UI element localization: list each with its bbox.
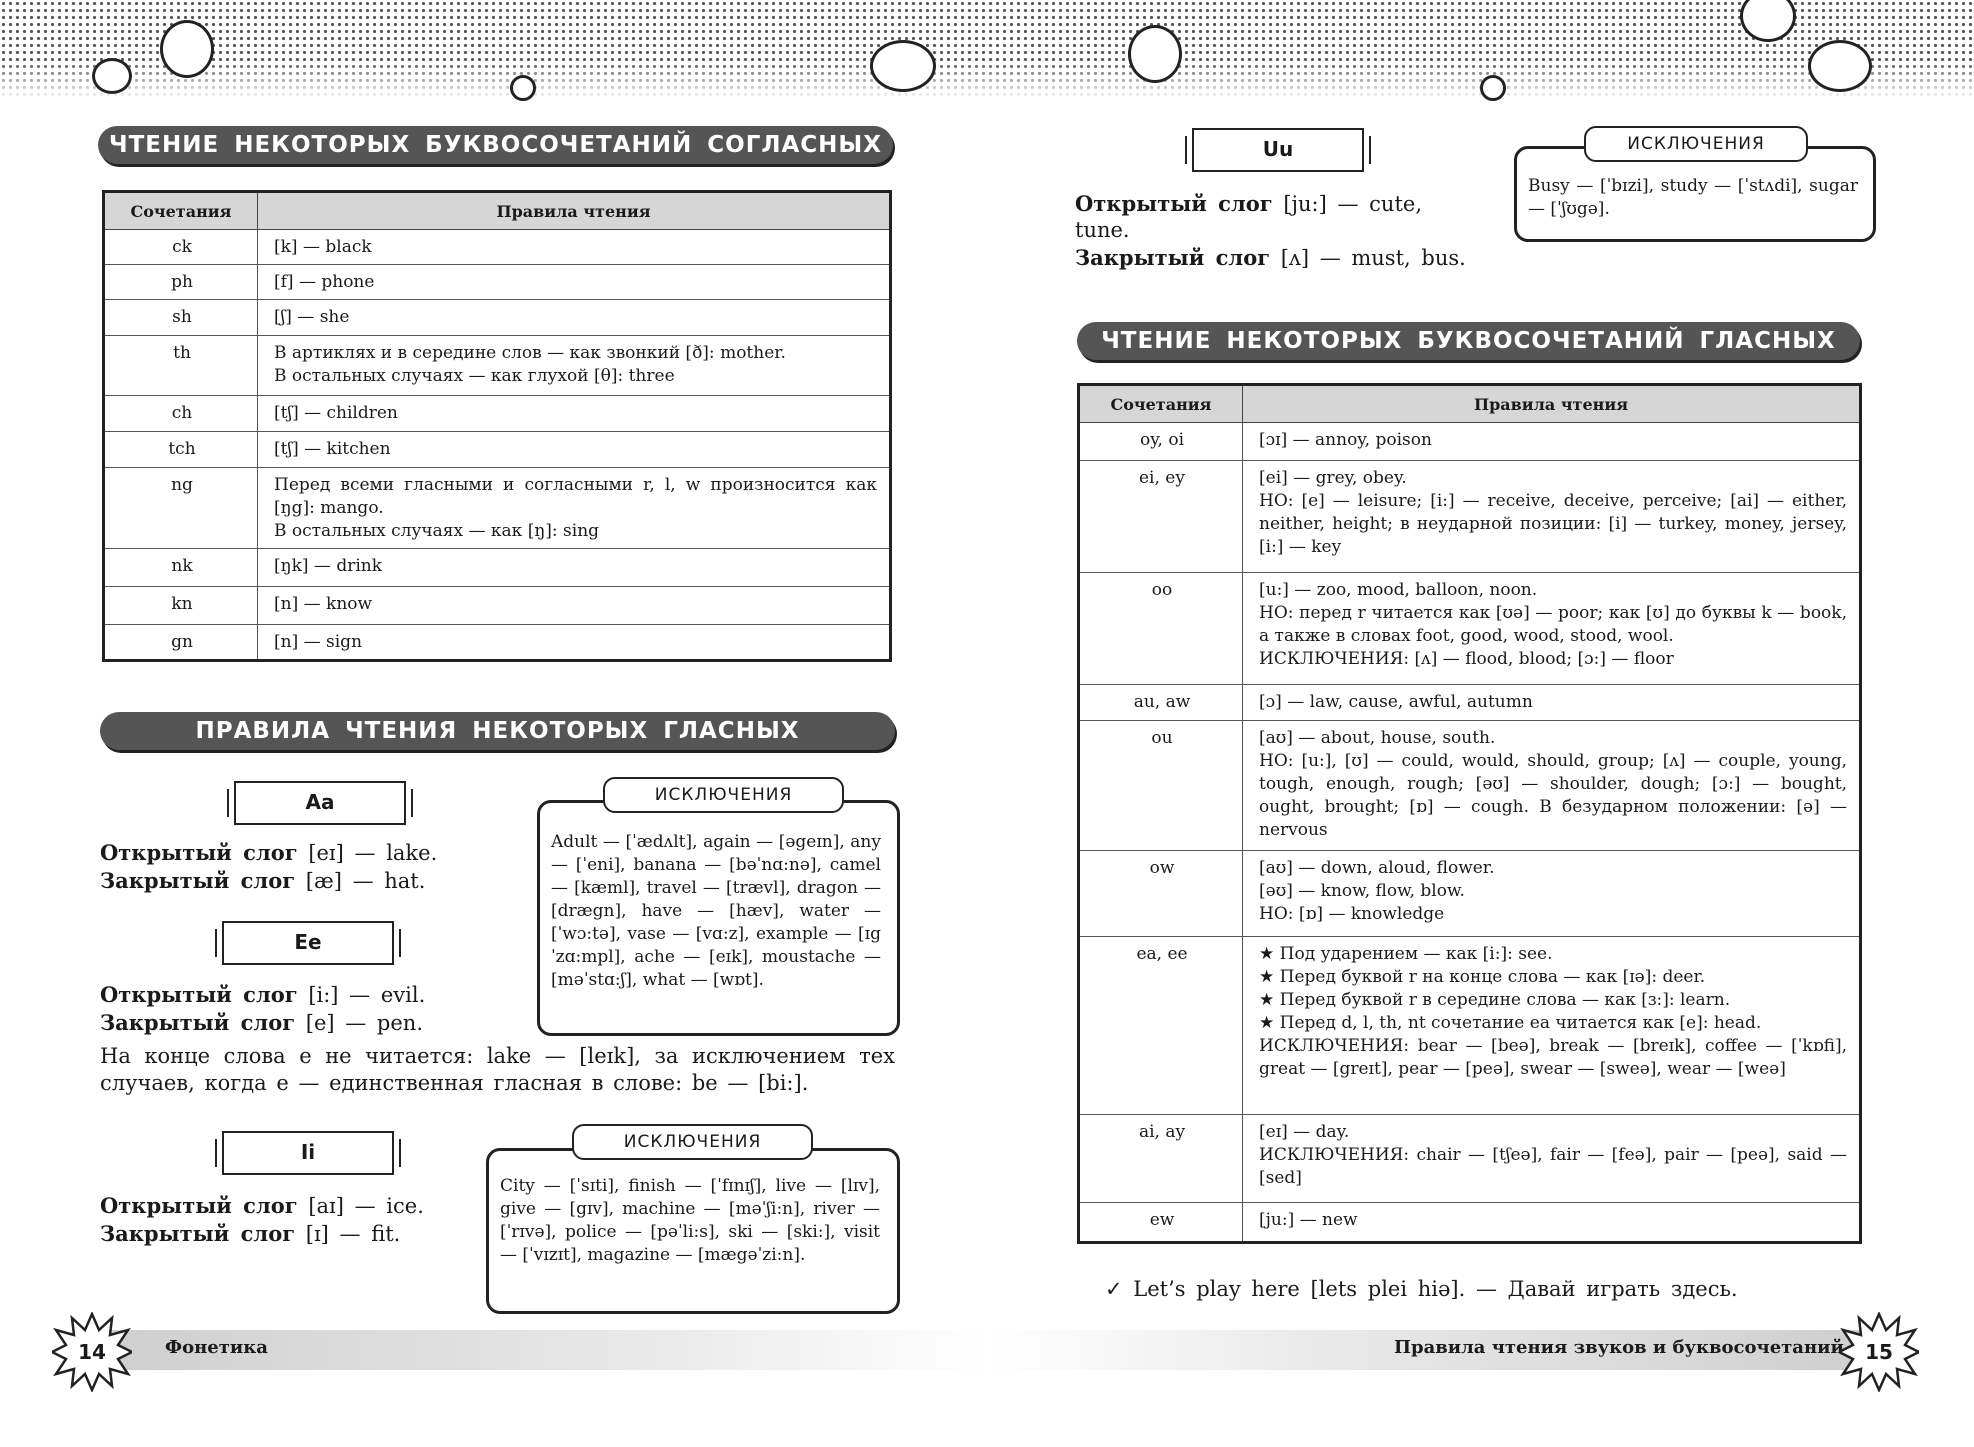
rule-cell: [tʃ] — children — [258, 396, 891, 432]
rule-cell: [eɪ] — day. ИСКЛЮЧЕНИЯ: chair — [tʃeə], fair — [feə], pair — [peə], said — [sed] — [1243, 1115, 1861, 1203]
page-number-left — [52, 1312, 132, 1392]
rule-open-syllable-i: Открытый слог [aɪ] — ice. — [100, 1193, 424, 1218]
combination-cell: ew — [1079, 1203, 1243, 1243]
table-row — [104, 265, 891, 300]
combination-cell: ai, ay — [1079, 1115, 1243, 1203]
rule-open-syllable-u-cont: tune. — [1075, 218, 1130, 242]
combination-cell: th — [104, 336, 258, 396]
table-header-rules: Правила чтения — [258, 192, 891, 230]
rule-closed-syllable-u: Закрытый слог [ʌ] — must, bus. — [1075, 245, 1466, 270]
exceptions-label: ИСКЛЮЧЕНИЯ — [572, 1124, 813, 1160]
section-banner-vowel-combinations: ЧТЕНИЕ НЕКОТОРЫХ БУКВОСОЧЕТАНИЙ ГЛАСНЫХ — [1077, 322, 1860, 360]
table-row — [1079, 685, 1861, 721]
page-number-text: 14 — [78, 1340, 106, 1364]
rule-cell: [ei] — grey, obey. НО: [e] — leisure; [i:] — receive, deceive, perceive; [ai] — either, neither, height; в неударной позиции: [i] — turkey, money, jersey, [i:] — key — [1243, 461, 1861, 573]
vowel-combinations-table — [1077, 383, 1862, 1244]
combination-cell: nk — [104, 549, 258, 587]
footer-section-title-right: Правила чтения звуков и буквосочетаний — [1394, 1337, 1844, 1358]
table-row — [1079, 423, 1861, 461]
rule-cell: [ʃ] — she — [258, 300, 891, 336]
table-row — [1079, 721, 1861, 851]
combination-cell: sh — [104, 300, 258, 336]
letter-tag-aa: Aa — [234, 781, 406, 825]
rule-closed-syllable-e: Закрытый слог [e] — pen. — [100, 1010, 424, 1035]
page-number-text: 15 — [1865, 1340, 1893, 1364]
table-row — [104, 432, 891, 468]
table-row — [104, 468, 891, 549]
combination-cell: ei, ey — [1079, 461, 1243, 573]
combination-cell: oo — [1079, 573, 1243, 685]
exceptions-text-i: City — [ˈsɪti], finish — [ˈfɪnɪʃ], live — [lɪv], give — [gɪv], machine — [məˈʃi:n], river — [ˈrɪvə], police — [pəˈli:s], ski — [ski:], visit — [ˈvɪzɪt], magazine — [mægəˈzi:n]. — [500, 1176, 880, 1265]
combination-cell: ph — [104, 265, 258, 300]
table-row — [1079, 851, 1861, 937]
exceptions-label: ИСКЛЮЧЕНИЯ — [603, 777, 844, 813]
rule-cell: [u:] — zoo, mood, balloon, noon. НО: перед r читается как [ʊə] — poor; как [ʊ] до буквы k — book, а также в словах foot, good, wood, stood, wool. ИСКЛЮЧЕНИЯ: [ʌ] — flood, blood; [ɔ:] — floor — [1243, 573, 1861, 685]
combination-cell: gn — [104, 625, 258, 661]
table-row — [104, 625, 891, 661]
exceptions-label: ИСКЛЮЧЕНИЯ — [1584, 126, 1808, 162]
table-row — [104, 230, 891, 265]
rule-open-syllable-e: Открытый слог [i:] — evil. — [100, 982, 426, 1007]
table-row — [104, 587, 891, 625]
table-header-combinations: Сочетания — [1079, 385, 1243, 423]
rule-closed-syllable-a: Закрытый слог [æ] — hat. — [100, 868, 426, 893]
rule-cell: Перед всеми гласными и согласными r, l, w произносится как [ŋg]: mango. В остальных случаях — как [ŋ]: sing — [258, 468, 891, 549]
rule-cell: [aʊ] — about, house, south. НО: [u:], [ʊ] — could, would, should, group; [ʌ] — couple, young, tough, enough, rough; [əʊ] — shoulder, dough; [ɔ:] — bought, ought, brought; [ɒ] — cough. В безударном положении: [ə] — nervous — [1243, 721, 1861, 851]
exceptions-text-u: Busy — [ˈbɪzi], study — [ˈstʌdi], sugar — [ˈʃʊgə]. — [1528, 176, 1858, 219]
table-row — [104, 396, 891, 432]
rule-closed-syllable-i: Закрытый слог [ɪ] — fit. — [100, 1221, 401, 1246]
table-row — [1079, 1203, 1861, 1243]
combination-cell: oy, oi — [1079, 423, 1243, 461]
table-row — [104, 549, 891, 587]
rule-cell: [tʃ] — kitchen — [258, 432, 891, 468]
rule-cell: ★ Под ударением — как [i:]: see. ★ Перед буквой r на конце слова — как [ɪə]: deer. ★ Перед буквой r в середине слова — как [ɜ:]: learn. ★ Перед d, l, th, nt сочетание ea читается как [e]: head. ИСКЛЮЧЕНИЯ: bear — [beə], break — [breɪk], coffee — [ˈkɒfi], great — [greɪt], pear — [peə], swear — [sweə], wear — [weə] — [1243, 937, 1861, 1115]
rule-cell: [ŋk] — drink — [258, 549, 891, 587]
section-banner-consonants: ЧТЕНИЕ НЕКОТОРЫХ БУКВОСОЧЕТАНИЙ СОГЛАСНЫХ — [98, 126, 893, 164]
rule-cell: В артиклях и в середине слов — как звонкий [ð]: mother. В остальных случаях — как глухой [θ]: three — [258, 336, 891, 396]
exceptions-text-a: Adult — [ˈædʌlt], again — [əgeɪn], any — [ˈeni], banana — [bəˈnɑ:nə], camel — [kæml], travel — [trævl], dragon — [drægn], have — [hæv], water — [ˈwɔ:tə], vase — [vɑ:z], example — [ɪgˈzɑ:mpl], ache — [eɪk], moustache — [məˈstɑ:ʃ], what — [wɒt]. — [551, 832, 881, 990]
table-row — [1079, 573, 1861, 685]
letter-tag-uu: Uu — [1192, 128, 1364, 172]
example-phrase: ✓ Let’s play here [lets plei hiə]. — Давай играть здесь. — [1105, 1277, 1738, 1301]
combination-cell: ck — [104, 230, 258, 265]
combination-cell: ea, ee — [1079, 937, 1243, 1115]
page-number-right — [1839, 1312, 1919, 1392]
letter-tag-ee: Ee — [222, 921, 394, 965]
rule-cell: [k] — black — [258, 230, 891, 265]
combination-cell: tch — [104, 432, 258, 468]
rule-open-syllable-a: Открытый слог [eɪ] — lake. — [100, 840, 438, 865]
note-final-e: На конце слова e не читается: lake — [leɪk], за исключением тех случаев, когда e — единственная гласная в слове: be — [bi:]. — [100, 1044, 895, 1095]
combination-cell: ow — [1079, 851, 1243, 937]
table-row — [1079, 461, 1861, 573]
consonant-combinations-table — [102, 190, 892, 662]
rule-cell: [ju:] — new — [1243, 1203, 1861, 1243]
table-row — [1079, 1115, 1861, 1203]
table-header-combinations: Сочетания — [104, 192, 258, 230]
table-header-rules: Правила чтения — [1243, 385, 1861, 423]
rule-cell: [n] — sign — [258, 625, 891, 661]
table-row — [104, 336, 891, 396]
table-row — [104, 300, 891, 336]
combination-cell: ch — [104, 396, 258, 432]
combination-cell: ng — [104, 468, 258, 549]
rule-cell: [ɔɪ] — annoy, poison — [1243, 423, 1861, 461]
rule-open-syllable-u: Открытый слог [ju:] — cute, — [1075, 191, 1422, 216]
rule-cell: [aʊ] — down, aloud, flower. [əʊ] — know, flow, blow. НО: [ɒ] — knowledge — [1243, 851, 1861, 937]
combination-cell: ou — [1079, 721, 1243, 851]
footer-section-title-left: Фонетика — [165, 1337, 268, 1358]
letter-tag-ii: Ii — [222, 1131, 394, 1175]
section-banner-vowels: ПРАВИЛА ЧТЕНИЯ НЕКОТОРЫХ ГЛАСНЫХ — [100, 712, 895, 750]
rule-cell: [f] — phone — [258, 265, 891, 300]
table-row — [1079, 937, 1861, 1115]
right-page — [987, 0, 1974, 1447]
rule-cell: [n] — know — [258, 587, 891, 625]
rule-cell: [ɔ] — law, cause, awful, autumn — [1243, 685, 1861, 721]
combination-cell: au, aw — [1079, 685, 1243, 721]
combination-cell: kn — [104, 587, 258, 625]
